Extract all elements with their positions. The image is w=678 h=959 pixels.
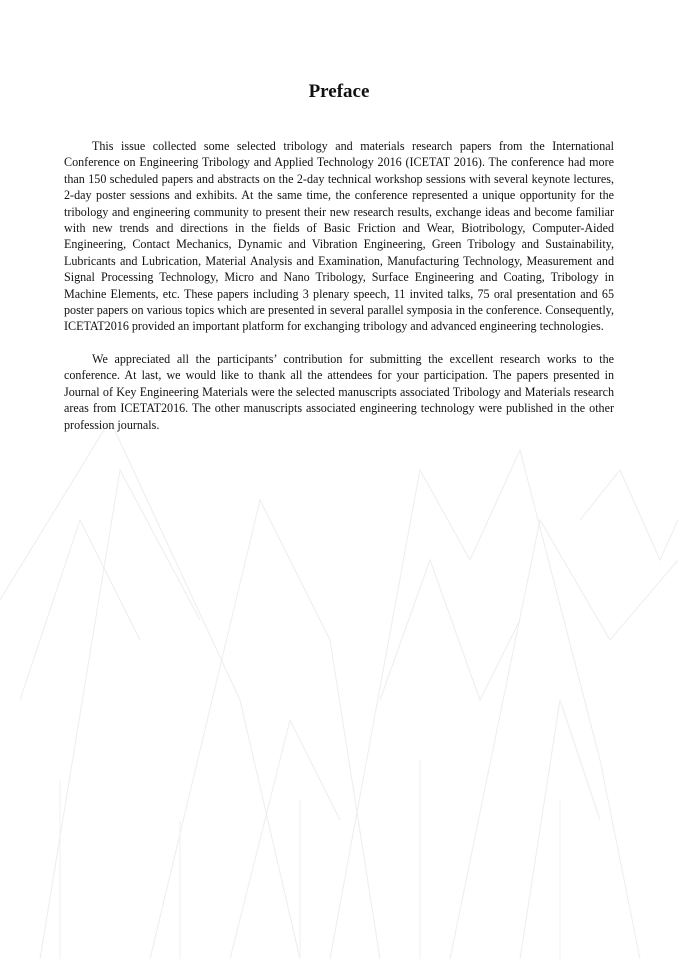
- preface-body: [64, 138, 614, 449]
- page-title: Preface: [308, 81, 370, 102]
- paragraph-1: This issue collected some selected tribology and materials research papers from the International Conference on Engineering Tribology and Applied Technology 2016 (ICETAT 2016). The conference had more than 150 scheduled papers and abstracts on the 2-day technical workshop sessions with several keynote lectures, 2-day poster sessions and exhibits. At the same time, the conference represented a unique opportunity for the tribology and engineering community to present their new research results, exchange ideas and become familiar with new trends and directions in the fields of Basic Friction and Wear, Biotribology, Computer-Aided Engineering, Contact Mechanics, Dynamic and Vibration Engineering, Green Tribology and Sustainability, Lubricants and Lubrication, Material Analysis and Examination, Manufacturing Technology, Measurement and Signal Processing Technology, Micro and Nano Tribology, Surface Engineering and Coating, Tribology in Machine Elements, etc. These papers including 3 plenary speech, 11 invited talks, 75 oral presentation and 65 poster papers on various topics which are presented in several parallel symposia in the conference. Consequently, ICETAT2016 provided an important platform for exchanging tribology and advanced engineering technologies.: [64, 139, 614, 334]
- paragraph-2: We appreciated all the participants’ contribution for submitting the excellent research works to the conference. At last, we would like to thank all the attendees for your participation. The papers presented in Journal of Key Engineering Materials were the selected manuscripts associated Tribology and Materials research areas from ICETAT2016. The other manuscripts associated engineering technology were published in the other profession journals.: [64, 351, 614, 432]
